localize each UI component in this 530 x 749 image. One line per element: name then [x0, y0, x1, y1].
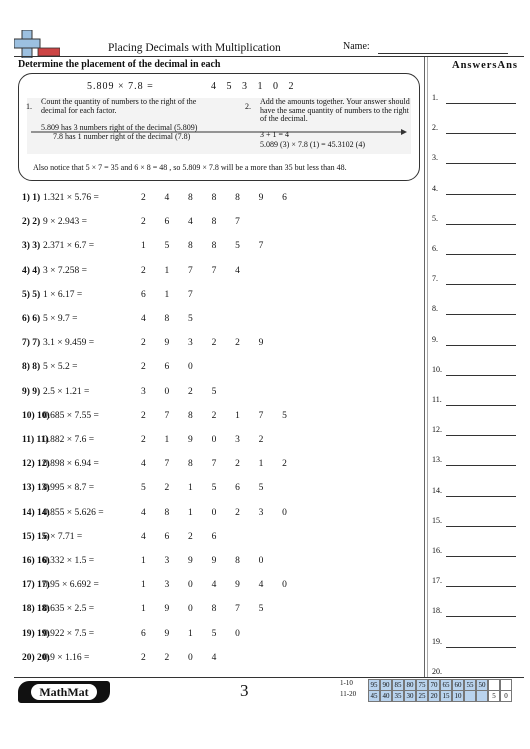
- problem-row: [22, 508, 422, 532]
- problem-number: 11) 11): [22, 435, 49, 445]
- problem-digits: 2 2 0 4: [141, 652, 225, 663]
- bottom-rule: [14, 677, 524, 678]
- score-cell: 45: [368, 690, 380, 702]
- problem-row: [22, 193, 422, 217]
- answer-line[interactable]: [446, 526, 516, 527]
- answer-row: [432, 395, 522, 425]
- answer-line[interactable]: [446, 496, 516, 497]
- problem-expression: 0.9 × 1.16 =: [43, 652, 90, 663]
- problem-row: [22, 483, 422, 507]
- problem-digits: 1 3 9 9 8 0: [141, 556, 272, 566]
- problem-number: 9) 9): [22, 386, 41, 397]
- problem-expression: 0.332 × 1.5 =: [43, 556, 95, 566]
- problem-expression: 0.995 × 8.7 =: [43, 483, 95, 494]
- problem-expression: 0.922 × 7.5 =: [43, 628, 95, 639]
- answer-number: 19.: [432, 636, 442, 646]
- name-field-line: [378, 53, 508, 54]
- example-digits: 4 5 3 1 0 2: [211, 81, 298, 92]
- step2-line1: 3 + 1 = 4: [260, 130, 290, 139]
- answer-number: 5.: [432, 213, 438, 223]
- answer-line[interactable]: [446, 405, 516, 406]
- answer-number: 14.: [432, 485, 442, 495]
- score-cell: 15: [440, 690, 452, 702]
- answer-row: [432, 184, 522, 214]
- score-cell: 90: [380, 679, 392, 691]
- answer-line[interactable]: [446, 435, 516, 436]
- score-cell: 75: [416, 679, 428, 691]
- score-cell: 65: [440, 679, 452, 691]
- score-row2: [368, 690, 512, 702]
- problem-row: [22, 314, 422, 338]
- problem-row: [22, 653, 422, 677]
- answer-number: 11.: [432, 395, 442, 404]
- problem-digits: 6 9 1 5 0: [141, 628, 249, 639]
- problem-digits: 3 0 2 5: [141, 386, 225, 397]
- answer-row: [432, 304, 522, 334]
- problem-digits: 5 2 1 5 6 5: [141, 483, 272, 494]
- problem-number: 10) 10): [22, 410, 50, 421]
- answer-row: [432, 244, 522, 274]
- answer-line[interactable]: [446, 103, 516, 104]
- answer-row: [432, 486, 522, 516]
- answer-line[interactable]: [446, 284, 516, 285]
- score-cell: 80: [404, 679, 416, 691]
- problem-row: [22, 604, 422, 628]
- problem-number: 4) 4): [22, 265, 41, 276]
- problem-digits: 2 7 8 2 1 7 5: [141, 410, 296, 421]
- problem-expression: 2.371 × 6.7 =: [43, 241, 95, 252]
- column-divider: [424, 57, 425, 677]
- answer-line[interactable]: [446, 586, 516, 587]
- page-number: 3: [240, 681, 249, 700]
- problem-row: [22, 362, 422, 386]
- example-equation: 5.809 × 7.8 =: [87, 81, 154, 92]
- problem-row: [22, 266, 422, 290]
- answer-line[interactable]: [446, 556, 516, 557]
- score-row2-label: 11-20: [340, 690, 357, 698]
- problem-row: [22, 580, 422, 604]
- answer-line[interactable]: [446, 375, 516, 376]
- problem-number: 6) 6): [22, 314, 41, 324]
- answer-row: [432, 365, 522, 395]
- answer-line[interactable]: [446, 647, 516, 648]
- score-cell: 50: [476, 679, 488, 691]
- answers-header: AnswersAns: [452, 60, 519, 71]
- answer-number: 20.: [432, 666, 442, 676]
- answer-row: [432, 93, 522, 123]
- answer-line[interactable]: [446, 254, 516, 255]
- problem-digits: 2 1 9 0 3 2: [141, 435, 272, 445]
- problem-expression: 0.685 × 7.55 =: [43, 410, 99, 421]
- problem-expression: 0.882 × 7.6 =: [43, 435, 95, 445]
- problem-expression: 1 × 6.17 =: [43, 289, 83, 300]
- problem-row: [22, 387, 422, 411]
- problem-number: 1) 1): [22, 193, 41, 203]
- problem-expression: 3 × 7.258 =: [43, 265, 87, 276]
- problem-number: 18) 18): [22, 604, 50, 615]
- answer-row: [432, 153, 522, 183]
- step2-line2: 5.089 (3) × 7.8 (1) = 45.3102 (4): [260, 140, 366, 149]
- step1-detail: [41, 123, 197, 141]
- answer-row: [432, 214, 522, 244]
- answer-number: 13.: [432, 455, 442, 465]
- answer-row: [432, 546, 522, 576]
- problem-expression: 5 × 5.2 =: [43, 362, 78, 373]
- answer-line[interactable]: [446, 314, 516, 315]
- instructions: Determine the placement of the decimal in each: [18, 59, 221, 70]
- problem-row: [22, 290, 422, 314]
- score-cell: 20: [428, 690, 440, 702]
- problem-number: 13) 13): [22, 483, 50, 494]
- answer-number: 4.: [432, 183, 438, 193]
- answer-line[interactable]: [446, 163, 516, 164]
- problem-row: [22, 411, 422, 435]
- problem-row: [22, 338, 422, 362]
- answer-line[interactable]: [446, 133, 516, 134]
- answer-row: [432, 335, 522, 365]
- answer-line[interactable]: [446, 465, 516, 466]
- answer-row: [432, 274, 522, 304]
- step2-detail: [260, 130, 365, 150]
- problem-digits: 4 8 5: [141, 314, 201, 324]
- score-cell: 70: [428, 679, 440, 691]
- name-label: Name:: [343, 41, 370, 52]
- answer-number: 10.: [432, 364, 442, 374]
- score-cell: 35: [392, 690, 404, 702]
- page-title: Placing Decimals with Multiplication: [108, 42, 281, 54]
- step2-text: Add the amounts together. Your answer should have the same quantity of numbers to the right of the decimal.: [260, 97, 410, 123]
- score-cell: 55: [464, 679, 476, 691]
- problem-number: 15) 15): [22, 531, 50, 542]
- problem-row: [22, 629, 422, 653]
- answer-line[interactable]: [446, 194, 516, 195]
- problem-expression: 0.635 × 2.5 =: [43, 604, 95, 615]
- top-rule: [14, 56, 524, 57]
- problem-digits: 2 6 4 8 7: [141, 217, 249, 228]
- answer-number: 18.: [432, 606, 442, 616]
- problem-number: 7) 7): [22, 338, 41, 349]
- column-divider-inner: [427, 57, 428, 677]
- problem-number: 3) 3): [22, 241, 41, 252]
- problem-digits: 2 1 7 7 4: [141, 265, 249, 276]
- score-cell: [464, 690, 476, 702]
- problem-expression: 9 × 2.943 =: [43, 217, 87, 228]
- answer-row: [432, 606, 522, 636]
- answer-number: 15.: [432, 515, 442, 525]
- step1-line1: 5.809 has 3 numbers right of the decimal (5.809): [41, 123, 198, 132]
- score-cell: 5: [488, 690, 500, 702]
- answer-row: [432, 425, 522, 455]
- problem-row: [22, 435, 422, 459]
- answer-row: [432, 455, 522, 485]
- answer-row: [432, 516, 522, 546]
- problem-number: 2) 2): [22, 217, 41, 228]
- problem-row: [22, 241, 422, 265]
- problem-expression: 0.95 × 6.692 =: [43, 580, 99, 591]
- problem-number: 19) 19): [22, 628, 50, 639]
- problem-expression: 5 × 9.7 =: [43, 314, 78, 324]
- example-box: [18, 73, 420, 181]
- problem-number: 12) 12): [22, 459, 50, 470]
- problem-number: 17) 17): [22, 580, 50, 591]
- problem-expression: 2.5 × 1.21 =: [43, 386, 90, 397]
- step2-number: 2.: [245, 102, 251, 111]
- answer-number: 8.: [432, 304, 438, 314]
- answer-row: [432, 637, 522, 667]
- brand-text: MathMat: [31, 684, 96, 700]
- problem-number: 16) 16): [22, 556, 50, 566]
- step1-number: 1.: [26, 102, 32, 111]
- score-cell: 10: [452, 690, 464, 702]
- problem-number: 14) 14): [22, 507, 50, 518]
- answer-number: 1.: [432, 93, 438, 102]
- problem-digits: 2 4 8 8 8 9 6: [141, 193, 296, 203]
- problem-digits: 2 9 3 2 2 9: [141, 338, 272, 349]
- problem-row: [22, 556, 422, 580]
- answer-number: 12.: [432, 425, 442, 435]
- problem-digits: 1 5 8 8 5 7: [141, 241, 272, 252]
- score-cell: 95: [368, 679, 380, 691]
- problem-expression: 0.898 × 6.94 =: [43, 459, 99, 470]
- answer-number: 16.: [432, 546, 442, 555]
- answer-number: 3.: [432, 153, 438, 163]
- answer-number: 6.: [432, 244, 438, 253]
- answer-number: 17.: [432, 576, 442, 586]
- example-note: Also notice that 5 × 7 = 35 and 6 × 8 = 48 , so 5.809 × 7.8 will be a more than 35 but less than 48.: [33, 163, 347, 172]
- score-cell: 85: [392, 679, 404, 691]
- problem-digits: 4 6 2 6: [141, 531, 225, 542]
- problem-number: 20) 20): [22, 652, 50, 663]
- score-cell: [476, 690, 488, 702]
- score-row1-label: 1-10: [340, 679, 353, 687]
- problem-digits: 2 6 0: [141, 362, 201, 373]
- problem-expression: 1.321 × 5.76 =: [43, 193, 99, 203]
- step1-line2: 7.8 has 1 number right of the decimal (7.8): [53, 132, 191, 141]
- problem-digits: 1 3 0 4 9 4 0: [141, 580, 296, 591]
- answer-line[interactable]: [446, 616, 516, 617]
- answer-number: 9.: [432, 334, 438, 344]
- answer-line[interactable]: [446, 345, 516, 346]
- answer-number: 7.: [432, 274, 438, 284]
- answer-row: [432, 123, 522, 153]
- problem-number: 8) 8): [22, 362, 41, 373]
- step1-text: Count the quantity of numbers to the right of the decimal for each factor.: [41, 97, 197, 115]
- problem-row: [22, 217, 422, 241]
- score-cell: 30: [404, 690, 416, 702]
- problem-row: [22, 459, 422, 483]
- score-cell: 25: [416, 690, 428, 702]
- problem-expression: 6 × 7.71 =: [43, 531, 83, 542]
- problem-row: [22, 532, 422, 556]
- problem-digits: 4 8 1 0 2 3 0: [141, 507, 296, 518]
- problem-number: 5) 5): [22, 289, 41, 300]
- problem-digits: 6 1 7: [141, 289, 201, 300]
- answer-row: [432, 576, 522, 606]
- problem-expression: 3.1 × 9.459 =: [43, 338, 95, 349]
- problem-digits: 1 9 0 8 7 5: [141, 604, 272, 615]
- score-cell: 0: [500, 690, 512, 702]
- score-cell: 40: [380, 690, 392, 702]
- score-cell: 60: [452, 679, 464, 691]
- problem-expression: 0.855 × 5.626 =: [43, 507, 104, 518]
- problem-digits: 4 7 8 7 2 1 2: [141, 459, 296, 470]
- answer-number: 2.: [432, 123, 438, 133]
- answer-line[interactable]: [446, 224, 516, 225]
- plus-logo-icon: [14, 30, 60, 58]
- brand-logo: [18, 681, 110, 703]
